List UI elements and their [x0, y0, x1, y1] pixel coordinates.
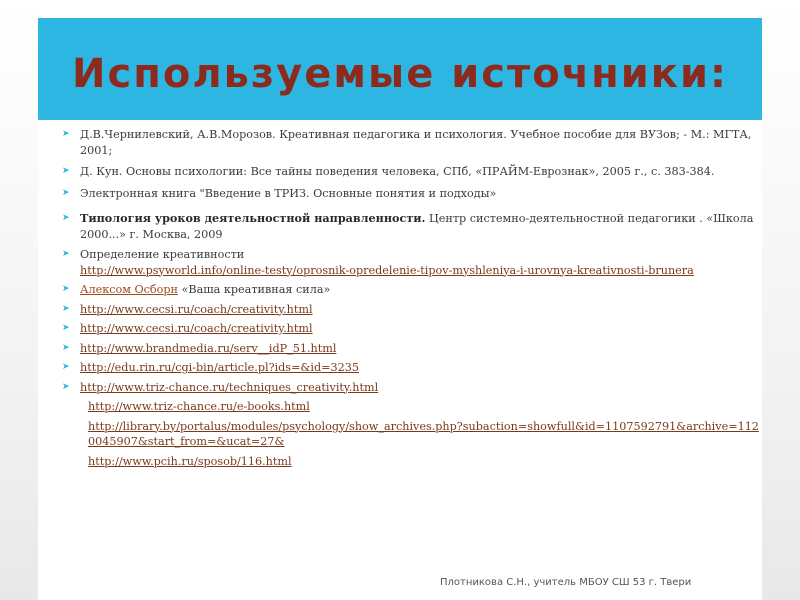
source-link[interactable]: http://library.by/portalus/modules/psychology/show_archives.php?subaction=showfull&id=1107592791&archive=1120045907&start_from=&ucat=27&	[88, 419, 759, 448]
arrow-bullet-icon: ➤	[62, 342, 70, 353]
list-item	[60, 321, 760, 337]
source-text: Определение креативности	[80, 248, 245, 261]
arrow-bullet-icon: ➤	[62, 129, 70, 139]
list-item	[60, 454, 760, 470]
source-title-bold: Типология уроков деятельностной направленности.	[80, 211, 426, 225]
list-item	[60, 380, 760, 396]
list-item	[60, 247, 760, 278]
source-link[interactable]: http://www.triz-chance.ru/e-books.html	[88, 400, 310, 413]
source-link[interactable]: http://www.pcih.ru/sposob/116.html	[88, 454, 292, 468]
arrow-bullet-icon: ➤	[62, 303, 70, 314]
list-item	[60, 419, 760, 450]
list-item	[60, 302, 760, 318]
arrow-bullet-icon: ➤	[62, 166, 70, 176]
arrow-bullet-icon: ➤	[62, 213, 70, 223]
footer-author: Плотникова С.Н., учитель МБОУ СШ 53 г. Твери	[440, 577, 692, 588]
source-text: Д. Кун. Основы психологии: Все тайны поведения человека, СПб, «ПРАЙМ-Еврознак», 2005 г., с. 383-384.	[80, 165, 715, 178]
list-item	[60, 282, 760, 298]
author-link[interactable]: Алексом Осборн	[80, 283, 178, 296]
sources-list	[60, 127, 760, 469]
source-link[interactable]: http://www.brandmedia.ru/serv__idP_51.html	[80, 341, 337, 355]
arrow-bullet-icon: ➤	[62, 323, 70, 333]
source-text: «Ваша креативная сила»	[177, 283, 331, 296]
source-link[interactable]: http://www.triz-chance.ru/techniques_creativity.html	[80, 380, 379, 394]
left-decor-strip	[0, 0, 38, 600]
list-item	[60, 211, 760, 242]
arrow-bullet-icon: ➤	[62, 362, 70, 372]
title-banner	[38, 18, 762, 120]
source-link[interactable]: http://www.psyworld.info/online-testy/oprosnik-opredelenie-tipov-myshleniya-i-urovnya-kreativnosti-brunera	[80, 263, 694, 277]
arrow-bullet-icon: ➤	[62, 187, 70, 198]
source-link[interactable]: http://edu.rin.ru/cgi-bin/article.pl?ids=&id=3235	[80, 361, 359, 374]
arrow-bullet-icon: ➤	[62, 284, 70, 294]
source-text: Центр системно-деятельностной педагогики . «Школа 2000...» г. Москва, 2009	[80, 212, 754, 241]
source-text: Электронная книга "Введение в ТРИЗ. Основные понятия и подходы»	[80, 186, 497, 200]
right-decor-strip	[762, 0, 800, 600]
arrow-bullet-icon: ➤	[62, 249, 70, 259]
arrow-bullet-icon: ➤	[62, 381, 70, 392]
source-link[interactable]: http://www.cecsi.ru/coach/creativity.html	[80, 302, 313, 316]
source-link[interactable]: http://www.cecsi.ru/coach/creativity.html	[80, 322, 313, 335]
list-item	[60, 341, 760, 357]
source-text: Д.В.Чернилевский, А.В.Морозов. Креативная педагогика и психология. Учебное пособие для ВУЗов; - М.: МГТА, 2001;	[80, 128, 752, 157]
list-item	[60, 127, 760, 158]
list-item	[60, 399, 760, 415]
list-item	[60, 186, 760, 202]
list-item	[60, 164, 760, 180]
list-item	[60, 360, 760, 376]
slide-title: Используемые источники:	[72, 51, 728, 97]
